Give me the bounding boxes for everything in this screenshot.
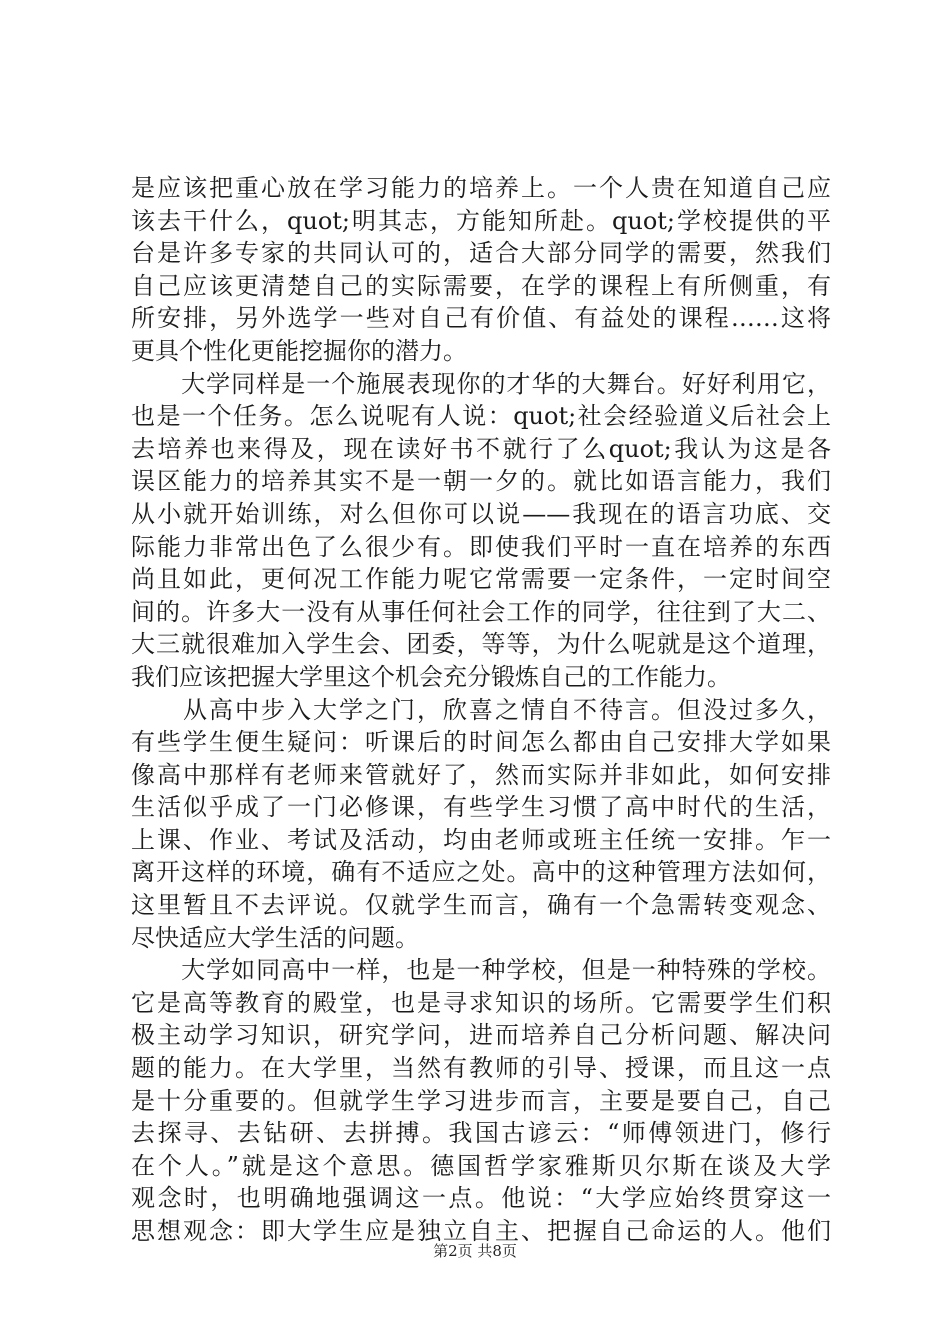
text-line: 是应该把重心放在学习能力的培养上。一个人贵在知道自己应 — [131, 174, 831, 202]
page-footer: 第2页 共8页 — [433, 1242, 517, 1260]
text-line: 也是一个任务。怎么说呢有人说：quot;社会经验道义后社会上 — [131, 402, 831, 431]
text-line: 离开这样的环境，确有不适应之处。高中的这种管理方法如何， — [131, 858, 831, 887]
text-line: 从小就开始训练，对么但你可以说——我现在的语言功底、交 — [131, 499, 831, 528]
text-line: 该去干什么，quot;明其志，方能知所赴。quot;学校提供的平 — [131, 206, 831, 235]
text-line: 这里暂且不去评说。仅就学生而言，确有一个急需转变观念、 — [131, 891, 831, 920]
text-line: 思想观念：即大学生应是独立自主、把握自己命运的人。他们 — [131, 1217, 831, 1245]
text-line: 在个人。”就是这个意思。德国哲学家雅斯贝尔斯在谈及大学 — [131, 1151, 831, 1180]
text-line: 去培养也来得及，现在读好书不就行了么quot;我认为这是各 — [131, 434, 831, 463]
text-line: 有些学生便生疑问：听课后的时间怎么都由自己安排大学如果 — [131, 728, 831, 757]
text-line: 题的能力。在大学里，当然有教师的引导、授课，而且这一点 — [131, 1054, 831, 1083]
text-line: 更具个性化更能挖掘你的潜力。 — [131, 336, 467, 365]
text-line: 上课、作业、考试及活动，均由老师或班主任统一安排。乍一 — [131, 825, 831, 854]
text-line: 它是高等教育的殿堂，也是寻求知识的场所。它需要学生们积 — [131, 988, 831, 1017]
text-line: 自己应该更清楚自己的实际需要，在学的课程上有所侧重，有 — [131, 271, 831, 300]
text-line: 我们应该把握大学里这个机会充分锻炼自己的工作能力。 — [131, 662, 731, 691]
text-line: 观念时，也明确地强调这一点。他说：“大学应始终贯穿这一 — [131, 1184, 831, 1213]
text-line: 从高中步入大学之门，欣喜之情自不待言。但没过多久， — [131, 695, 831, 724]
text-line: 尽快适应大学生活的问题。 — [131, 923, 419, 952]
body-text — [131, 172, 831, 1248]
text-line: 间的。许多大一没有从事任何社会工作的同学，往往到了大二、 — [131, 597, 831, 626]
text-line: 台是许多专家的共同认可的，适合大部分同学的需要，然我们 — [131, 239, 831, 268]
text-line: 所安排，另外选学一些对自己有价值、有益处的课程……这将 — [131, 304, 831, 333]
text-line: 极主动学习知识，研究学问，进而培养自己分析问题、解决问 — [131, 1021, 831, 1050]
text-line: 大学同样是一个施展表现你的才华的大舞台。好好利用它， — [131, 369, 831, 398]
text-line: 生活似乎成了一门必修课，有些学生习惯了高中时代的生活， — [131, 793, 831, 822]
text-line: 大学如同高中一样，也是一种学校，但是一种特殊的学校。 — [131, 956, 831, 985]
text-line: 际能力非常出色了么很少有。即使我们平时一直在培养的东西 — [131, 532, 831, 561]
text-line: 像高中那样有老师来管就好了，然而实际并非如此，如何安排 — [131, 760, 831, 789]
text-line: 尚且如此，更何况工作能力呢它常需要一定条件，一定时间空 — [131, 565, 831, 594]
text-line: 大三就很难加入学生会、团委，等等，为什么呢就是这个道理， — [131, 630, 831, 659]
text-line: 是十分重要的。但就学生学习进步而言，主要是要自己，自己 — [131, 1086, 831, 1115]
text-line: 去探寻、去钻研、去拼搏。我国古谚云：“师傅领进门，修行 — [131, 1119, 831, 1148]
text-line: 误区能力的培养其实不是一朝一夕的。就比如语言能力，我们 — [131, 467, 831, 496]
